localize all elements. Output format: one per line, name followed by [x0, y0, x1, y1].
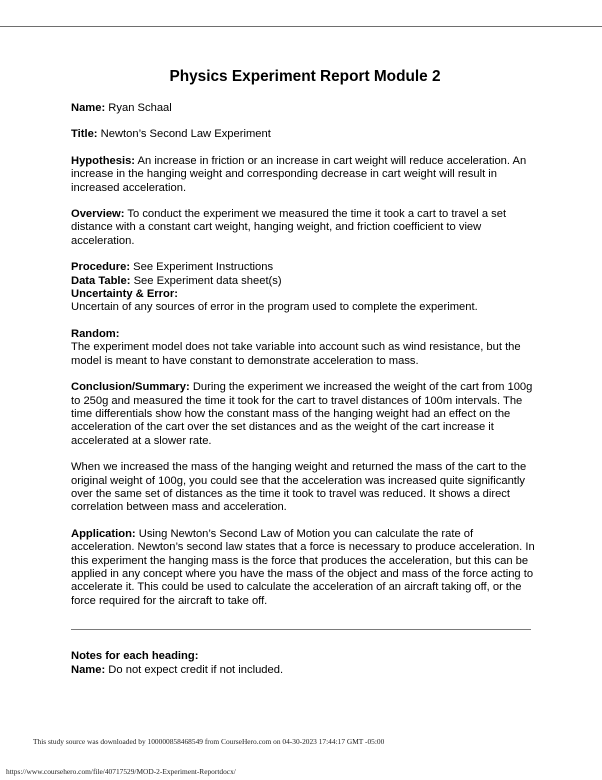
- uncertainty-heading: [71, 288, 539, 301]
- overview-text: To conduct the experiment we measured the time it took a cart to travel a set distance with a constant cart weight, hanging weight, and friction coefficient to view acceleration.: [71, 208, 507, 247]
- application-text: Using Newton’s Second Law of Motion you can calculate the rate of acceleration. Newton’s second law states that a force is necessary to produce acceleration. In this experiment the hanging mass is the force that produces the acceleration, but this can be applied in any concept where you have the mass of the object and mass of the force acting to accelerate it. This could be used to calculate the acceleration of an aircraft taking off, or the force required for the aircraft to take off.: [71, 527, 535, 607]
- overview-section: [71, 208, 539, 248]
- conclusion-continued: When we increased the mass of the hanging weight and returned the mass of the cart to the original weight of 100g, you could see that the acceleration was increased quite significantly over the same set of distances as the time it took to travel was reduced. It shows a direct correlation between mass and acceleration.: [71, 461, 527, 514]
- application-section: [71, 528, 539, 608]
- overview-label: Overview:: [71, 208, 125, 221]
- random-label: Random:: [71, 327, 120, 340]
- notes-name-label: Name:: [71, 663, 106, 676]
- section-divider: [71, 629, 531, 630]
- data-table-label: Data Table:: [71, 274, 131, 287]
- name-label: Name:: [71, 102, 106, 114]
- data-table-section: [71, 275, 539, 288]
- title-value: Newton’s Second Law Experiment: [97, 128, 271, 141]
- name-section: [71, 102, 539, 115]
- procedure-section: [71, 261, 539, 274]
- conclusion-label: Conclusion/Summary:: [71, 381, 190, 394]
- data-table-text: See Experiment data sheet(s): [130, 274, 282, 287]
- report-title: Physics Experiment Report Module 2: [169, 68, 441, 85]
- notes-heading: Notes for each heading:: [71, 650, 199, 663]
- footer-source-note: This study source was downloaded by 100000858468549 from CourseHero.com on 04-30-2023 17:44:17 GMT -05:00: [33, 737, 385, 746]
- report-body: [71, 68, 539, 677]
- procedure-label: Procedure:: [71, 261, 131, 274]
- uncertainty-text: Uncertain of any sources of error in the program used to complete the experiment.: [71, 301, 478, 314]
- application-label: Application:: [71, 527, 136, 540]
- hypothesis-section: [71, 155, 539, 195]
- footer-url[interactable]: https://www.coursehero.com/file/40717529/MOD-2-Experiment-Reportdocx/: [6, 767, 236, 776]
- name-value: Ryan Schaal: [105, 102, 172, 114]
- top-divider: [0, 26, 602, 27]
- uncertainty-label: Uncertainty & Error:: [71, 288, 178, 301]
- title-label: Title:: [71, 128, 98, 141]
- random-text: The experiment model does not take variable into account such as wind resistance, but the model is meant to have constant to demonstrate acceleration to mass.: [71, 341, 521, 367]
- conclusion-text: During the experiment we increased the weight of the cart from 100g to 250g and measured the time it took for the cart to travel distances of 100m intervals. The time differentials show how the constant mass of the hanging weight had an effect on the acceleration of the cart over the set distances and as the weight of the cart increase it accelerated at a slower rate.: [71, 381, 533, 447]
- notes-name-text: Do not expect credit if not included.: [105, 663, 284, 676]
- random-heading: [71, 328, 539, 341]
- title-section: [71, 128, 539, 141]
- hypothesis-label: Hypothesis:: [71, 154, 136, 167]
- conclusion-section: [71, 381, 539, 448]
- procedure-text: See Experiment Instructions: [130, 261, 274, 274]
- hypothesis-text: An increase in friction or an increase in cart weight will reduce acceleration. An increase in the hanging weight and corresponding decrease in cart weight will result in increased acceleration.: [71, 154, 527, 194]
- notes-name: [71, 664, 539, 677]
